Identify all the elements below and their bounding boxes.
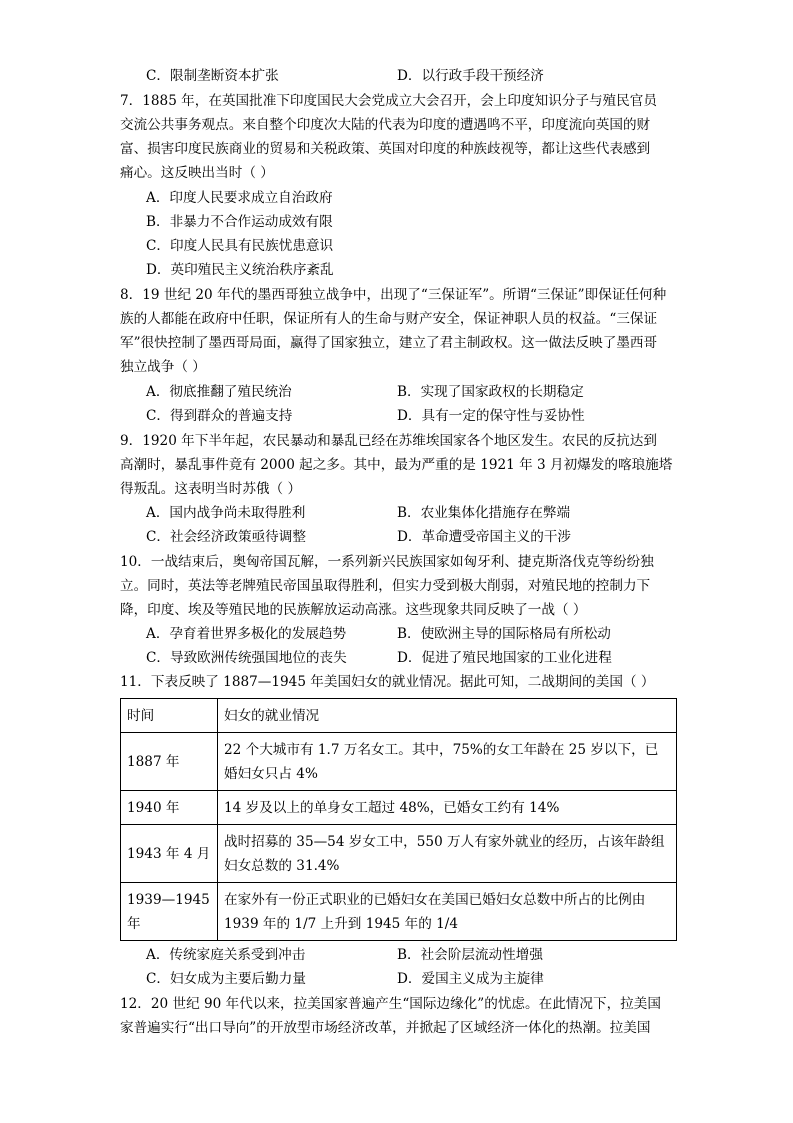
q7-option-c[interactable]: C．印度人民具有民族忧患意识: [146, 238, 334, 254]
q8-option-a[interactable]: A．彻底推翻了殖民统治: [146, 384, 292, 400]
q8-option-b[interactable]: B．实现了国家政权的长期稳定: [397, 384, 584, 400]
q7-stem-line: 7．1885 年，在英国批准下印度国民大会党成立大会召开，会上印度知识分子与殖民官员: [120, 93, 657, 109]
table-cell-time: 1939—1945 年: [121, 883, 218, 941]
table-header-cell: 时间: [121, 699, 218, 733]
table-cell-time: 1943 年 4 月: [121, 825, 218, 883]
table-cell-info: 在家外有一份正式职业的已婚妇女在美国已婚妇女总数中所占的比例由 1939 年的 1/7 上升到 1945 年的 1/4: [218, 883, 677, 941]
q11-option-d[interactable]: D．爱国主义成为主旋律: [397, 971, 544, 987]
q9-stem-line: 得叛乱。这表明当时苏俄（ ）: [120, 481, 302, 497]
q10-option-c[interactable]: C．导致欧洲传统强国地位的丧失: [146, 650, 347, 666]
q9-option-d[interactable]: D．革命遭受帝国主义的干涉: [397, 529, 572, 545]
q7-stem-line: 痛心。这反映出当时（ ）: [120, 165, 274, 181]
table-header-row: [121, 699, 677, 733]
q7-stem-line: 富、损害印度民族商业的贸易和关税政策、英国对印度的种族歧视等，都让这些代表感到: [120, 141, 651, 157]
q8-stem-line: 8．19 世纪 20 年代的墨西哥独立战争中，出现了“三保证军”。所谓“三保证”即保证任何种: [120, 287, 667, 303]
q12-stem-line: 家普遍实行“出口导向”的开放型市场经济改革，并掀起了区域经济一体化的热潮。拉美国: [120, 1020, 651, 1036]
q10-stem-line: 立。同时，英法等老牌殖民帝国虽取得胜利，但实力受到极大削弱，对殖民地的控制力下: [120, 578, 651, 594]
q11-option-b[interactable]: B．社会阶层流动性增强: [397, 947, 543, 963]
q6-option-d[interactable]: D．以行政手段干预经济: [397, 68, 544, 84]
table-cell-time: 1940 年: [121, 791, 218, 825]
q8-option-c[interactable]: C．得到群众的普遍支持: [146, 408, 293, 424]
table-cell-info: 22 个大城市有 1.7 万名女工。其中，75%的女工年龄在 25 岁以下，已婚妇女只占 4%: [218, 733, 677, 791]
table-header-cell: 妇女的就业情况: [218, 699, 677, 733]
table-row: [121, 733, 677, 791]
q8-stem-line: 独立战争（ ）: [120, 359, 206, 375]
q10-stem-line: 10．一战结束后，奥匈帝国瓦解，一系列新兴民族国家如匈牙利、捷克斯洛伐克等纷纷独: [120, 554, 654, 570]
q7-option-b[interactable]: B．非暴力不合作运动成效有限: [146, 214, 333, 230]
table-cell-info: 14 岁及以上的单身女工超过 48%，已婚女工约有 14%: [218, 791, 677, 825]
q11-option-c[interactable]: C．妇女成为主要后勤力量: [146, 971, 306, 987]
q11-option-a[interactable]: A．传统家庭关系受到冲击: [146, 947, 306, 963]
q10-option-b[interactable]: B．使欧洲主导的国际格局有所松动: [397, 626, 611, 642]
q7-stem-line: 交流公共事务观点。来自整个印度次大陆的代表为印度的遭遇鸣不平，印度流向英国的财: [120, 117, 651, 133]
q6-option-c[interactable]: C．限制垄断资本扩张: [146, 68, 279, 84]
q8-option-d[interactable]: D．具有一定的保守性与妥协性: [397, 408, 585, 424]
table-cell-info: 战时招募的 35—54 岁女工中，550 万人有家外就业的经历，占该年龄组妇女总数的 31.4%: [218, 825, 677, 883]
q8-stem-line: 族的人都能在政府中任职，保证所有人的生命与财产安全，保证神职人员的权益。“三保证: [120, 311, 658, 327]
q10-option-d[interactable]: D．促进了殖民地国家的工业化进程: [397, 650, 612, 666]
q9-option-a[interactable]: A．国内战争尚未取得胜利: [146, 505, 306, 521]
q11-stem: 11．下表反映了 1887—1945 年美国妇女的就业情况。据此可知，二战期间的美国（ ）: [120, 674, 655, 690]
q9-stem-line: 9．1920 年下半年起，农民暴动和暴乱已经在苏维埃国家各个地区发生。农民的反抗达到: [120, 433, 657, 449]
q12-stem-line: 12．20 世纪 90 年代以来，拉美国家普遍产生“国际边缘化”的忧虑。在此情况下，拉美国: [120, 996, 661, 1012]
employment-table: [120, 698, 677, 941]
q7-option-a[interactable]: A．印度人民要求成立自治政府: [146, 190, 333, 206]
q10-option-a[interactable]: A．孕育着世界多极化的发展趋势: [146, 626, 347, 642]
q8-stem-line: 军”很快控制了墨西哥局面，赢得了国家独立，建立了君主制政权。这一做法反映了墨西哥: [120, 335, 658, 351]
table-row: [121, 883, 677, 941]
q9-option-b[interactable]: B．农业集体化措施存在弊端: [397, 505, 571, 521]
q7-option-d[interactable]: D．英印殖民主义统治秩序紊乱: [146, 262, 334, 278]
q10-stem-line: 降，印度、埃及等殖民地的民族解放运动高涨。这些现象共同反映了一战（ ）: [120, 602, 587, 618]
q9-stem-line: 高潮时，暴乱事件竟有 2000 起之多。其中，最为严重的是 1921 年 3 月初爆发的喀琅施塔: [120, 457, 673, 473]
table-row: [121, 791, 677, 825]
q9-option-c[interactable]: C．社会经济政策亟待调整: [146, 529, 306, 545]
table-cell-time: 1887 年: [121, 733, 218, 791]
table-row: [121, 825, 677, 883]
